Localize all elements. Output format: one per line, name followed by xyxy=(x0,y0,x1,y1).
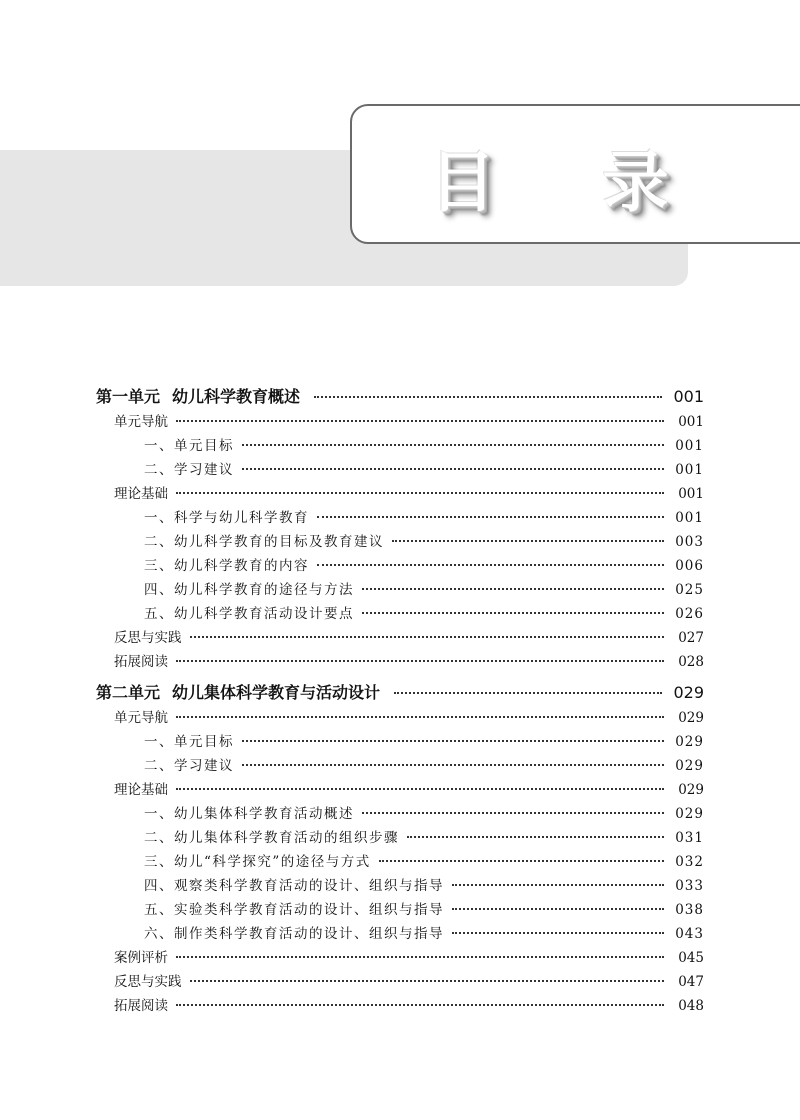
unit-name: 幼儿集体科学教育与活动设计 xyxy=(172,683,381,702)
entry-label: 案例评析 xyxy=(114,950,168,966)
toc-subsection-entry[interactable] xyxy=(96,530,704,554)
leader-dots xyxy=(190,636,665,638)
leader-dots xyxy=(176,788,664,790)
leader-dots xyxy=(176,660,664,662)
toc-section-entry[interactable] xyxy=(96,410,704,434)
entry-label: 二、学习建议 xyxy=(144,758,234,774)
toc-subsection-entry[interactable] xyxy=(96,578,704,602)
unit-number: 第一单元 xyxy=(96,387,161,406)
page-number: 028 xyxy=(678,654,704,670)
leader-dots xyxy=(242,740,664,742)
leader-dots xyxy=(452,884,664,886)
entry-label: 一、幼儿集体科学教育活动概述 xyxy=(144,806,354,822)
entry-label: 一、科学与幼儿科学教育 xyxy=(144,510,309,526)
table-of-contents xyxy=(96,384,704,1018)
page-number: 006 xyxy=(675,558,704,574)
page-number: 025 xyxy=(675,582,704,598)
leader-dots xyxy=(379,860,664,862)
page-number: 045 xyxy=(678,950,704,966)
unit-name: 幼儿科学教育概述 xyxy=(172,387,301,406)
leader-dots xyxy=(242,764,664,766)
entry-label: 六、制作类科学教育活动的设计、组织与指导 xyxy=(144,926,444,942)
entry-label: 理论基础 xyxy=(114,486,168,502)
page-number: 001 xyxy=(675,438,704,454)
leader-dots xyxy=(176,956,664,958)
toc-section-entry[interactable] xyxy=(96,650,704,674)
toc-subsection-entry[interactable] xyxy=(96,802,704,826)
page-number: 001 xyxy=(678,486,704,502)
leader-dots xyxy=(394,692,662,694)
toc-subsection-entry[interactable] xyxy=(96,874,704,898)
unit-number: 第二单元 xyxy=(96,683,161,702)
leader-dots xyxy=(176,420,664,422)
page-number: 047 xyxy=(678,974,704,990)
toc-subsection-entry[interactable] xyxy=(96,458,704,482)
toc-subsection-entry[interactable] xyxy=(96,826,704,850)
leader-dots xyxy=(407,836,664,838)
page-number: 029 xyxy=(675,806,704,822)
page-number: 043 xyxy=(675,926,704,942)
entry-label: 三、幼儿“科学探究”的途径与方式 xyxy=(144,854,371,870)
leader-dots xyxy=(190,980,665,982)
entry-label: 二、幼儿科学教育的目标及教育建议 xyxy=(144,534,384,550)
entry-label: 反思与实践 xyxy=(114,630,182,646)
page-number: 029 xyxy=(675,734,704,750)
entry-label: 五、实验类科学教育活动的设计、组织与指导 xyxy=(144,902,444,918)
toc-subsection-entry[interactable] xyxy=(96,754,704,778)
toc-subsection-entry[interactable] xyxy=(96,506,704,530)
leader-dots xyxy=(392,540,664,542)
entry-label: 二、学习建议 xyxy=(144,462,234,478)
leader-dots xyxy=(317,516,664,518)
entry-label: 反思与实践 xyxy=(114,974,182,990)
page-number: 001 xyxy=(673,387,704,406)
page-number: 038 xyxy=(675,902,704,918)
leader-dots xyxy=(242,468,664,470)
entry-label: 四、幼儿科学教育的途径与方法 xyxy=(144,582,354,598)
page-number: 029 xyxy=(673,683,704,702)
leader-dots xyxy=(176,716,664,718)
toc-subsection-entry[interactable] xyxy=(96,602,704,626)
toc-section-entry[interactable] xyxy=(96,482,704,506)
page-number: 001 xyxy=(675,462,704,478)
page-number: 029 xyxy=(678,710,704,726)
entry-label: 四、观察类科学教育活动的设计、组织与指导 xyxy=(144,878,444,894)
leader-dots xyxy=(362,588,664,590)
toc-subsection-entry[interactable] xyxy=(96,434,704,458)
toc-section-entry[interactable] xyxy=(96,706,704,730)
toc-section-entry[interactable] xyxy=(96,778,704,802)
page-number: 001 xyxy=(678,414,704,430)
leader-dots xyxy=(362,812,664,814)
leader-dots xyxy=(362,612,664,614)
toc-subsection-entry[interactable] xyxy=(96,898,704,922)
toc-section-entry[interactable] xyxy=(96,946,704,970)
entry-label: 二、幼儿集体科学教育活动的组织步骤 xyxy=(144,830,399,846)
page-number: 031 xyxy=(675,830,704,846)
entry-label: 拓展阅读 xyxy=(114,998,168,1014)
toc-section-entry[interactable] xyxy=(96,626,704,650)
entry-label: 一、单元目标 xyxy=(144,734,234,750)
toc-unit-heading[interactable] xyxy=(96,680,704,706)
page-title: 目 录 xyxy=(429,143,711,221)
toc-subsection-entry[interactable] xyxy=(96,850,704,874)
leader-dots xyxy=(176,492,664,494)
leader-dots xyxy=(452,932,664,934)
toc-section-entry[interactable] xyxy=(96,970,704,994)
entry-label: 五、幼儿科学教育活动设计要点 xyxy=(144,606,354,622)
entry-label: 三、幼儿科学教育的内容 xyxy=(144,558,309,574)
toc-subsection-entry[interactable] xyxy=(96,730,704,754)
page-number: 026 xyxy=(675,606,704,622)
page-number: 001 xyxy=(675,510,704,526)
page-number: 029 xyxy=(678,782,704,798)
page-number: 033 xyxy=(675,878,704,894)
page-number: 027 xyxy=(678,630,704,646)
leader-dots xyxy=(242,444,664,446)
entry-label: 单元导航 xyxy=(114,710,168,726)
entry-label: 单元导航 xyxy=(114,414,168,430)
leader-dots xyxy=(176,1004,664,1006)
page-number: 032 xyxy=(675,854,704,870)
page-number: 029 xyxy=(675,758,704,774)
leader-dots xyxy=(317,564,664,566)
toc-subsection-entry[interactable] xyxy=(96,554,704,578)
toc-unit-heading[interactable] xyxy=(96,384,704,410)
toc-subsection-entry[interactable] xyxy=(96,922,704,946)
page-number: 003 xyxy=(675,534,704,550)
toc-section-entry[interactable] xyxy=(96,994,704,1018)
leader-dots xyxy=(452,908,664,910)
page-number: 048 xyxy=(678,998,704,1014)
entry-label: 拓展阅读 xyxy=(114,654,168,670)
leader-dots xyxy=(314,396,662,398)
entry-label: 一、单元目标 xyxy=(144,438,234,454)
entry-label: 理论基础 xyxy=(114,782,168,798)
